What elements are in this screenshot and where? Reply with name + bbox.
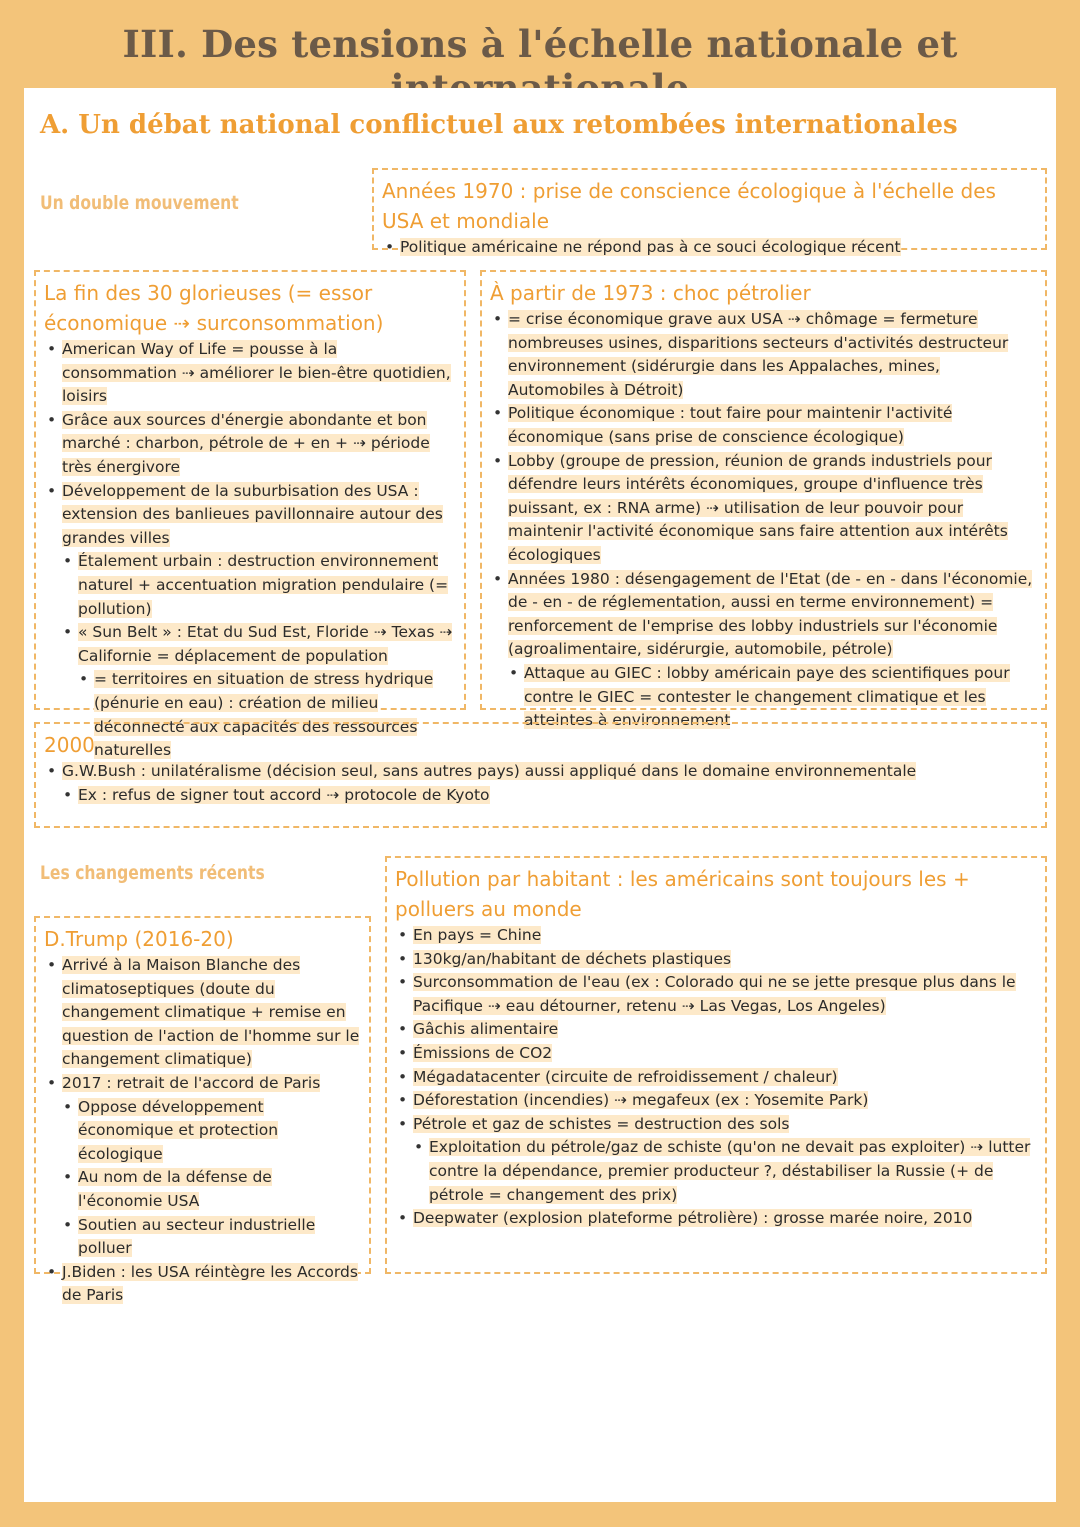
list-item: • Surconsommation de l'eau (ex : Colorado qui ne se jette presque plus dans le Pacifique ⇢ eau détourner, retenu ⇢ Las Vegas, Los Angeles) <box>413 971 1037 1018</box>
list-item: • American Way of Life = pousse à la consommation ⇢ améliorer le bien-être quotidien, loisirs <box>62 338 456 409</box>
section-a-title: A. Un débat national conflictuel aux retombées internationales <box>40 110 958 140</box>
list-item: • Développement de la suburbisation des USA : extension des banlieues pavillonnaire autour des grandes villes • Étalement urbain : destruction environnement naturel + accentuation migration pendulaire (= pollution) • « Sun Belt » : Etat du Sud Est, Floride ⇢ Texas ⇢ Californie = déplacement de population • = territoires en situation de stress hydrique (pénurie en eau) : création de milieu déconnecté aux capacités des ressources naturelles <box>62 480 456 763</box>
box-annees-1970 <box>372 168 1047 256</box>
box-2000 <box>34 722 1047 828</box>
label-changements-recents: Les changements récents <box>40 862 265 884</box>
list-item: • Gâchis alimentaire <box>413 1018 1037 1042</box>
list-item: • Lobby (groupe de pression, réunion de grands industriels pour défendre leurs intérêts économiques, groupe d'influence très puissant, ex : RNA arme) ⇢ utilisation de leur pouvoir pour maintenir l'activité économique sans faire attention aux intérêts écologiques <box>508 450 1037 568</box>
list-item: • 130kg/an/habitant de déchets plastiques <box>413 948 1037 972</box>
list-item: • Arrivé à la Maison Blanche des climatoseptiques (doute du changement climatique + remise en question de l'action de l'homme sur le changement climatique) <box>62 954 361 1072</box>
box-trump <box>34 916 371 1305</box>
list-item: • J.Biden : les USA réintègre les Accords de Paris <box>62 1261 361 1308</box>
notes-sheet <box>24 88 1056 1502</box>
box-1973-list <box>490 308 1037 733</box>
box-1973-title: À partir de 1973 : choc pétrolier <box>490 281 811 305</box>
box-trump-title: D.Trump (2016-20) <box>44 927 234 951</box>
page-title: III. Des tensions à l'échelle nationale et <box>122 22 958 66</box>
list-item: • = territoires en situation de stress hydrique (pénurie en eau) : création de milieu déconnecté aux capacités des ressources naturelles <box>94 668 456 762</box>
list-item: • Ex : refus de signer tout accord ⇢ protocole de Kyoto <box>78 784 1037 808</box>
list-item: • Déforestation (incendies) ⇢ megafeux (ex : Yosemite Park) <box>413 1089 1037 1113</box>
box-1970-title: Années 1970 : prise de conscience écologique à l'échelle des USA et mondiale <box>382 179 996 233</box>
list-item: • Mégadatacenter (circuite de refroidissement / chaleur) <box>413 1066 1037 1090</box>
list-item: • 2017 : retrait de l'accord de Paris • Oppose développement économique et protection écologique • Au nom de la défense de l'économie USA • Soutien au secteur industrielle polluer <box>62 1072 361 1261</box>
list-item: • Soutien au secteur industrielle polluer <box>78 1214 361 1261</box>
list-item: • Au nom de la défense de l'économie USA <box>78 1166 361 1213</box>
list-item: • Exploitation du pétrole/gaz de schiste (qu'on ne devait pas exploiter) ⇢ lutter contre la dépendance, premier producteur ?, déstabiliser la Russie (+ de pétrole = changement des prix) <box>429 1136 1037 1207</box>
list-item: • Pétrole et gaz de schistes = destruction des sols • Exploitation du pétrole/gaz de schiste (qu'on ne devait pas exploiter) ⇢ lutter contre la dépendance, premier producteur ?, déstabiliser la Russie (+ de pétrole = changement des prix) <box>413 1113 1037 1207</box>
list-item: • « Sun Belt » : Etat du Sud Est, Floride ⇢ Texas ⇢ Californie = déplacement de population • = territoires en situation de stress hydrique (pénurie en eau) : création de milieu déconnecté aux capacités des ressources naturelles <box>78 621 456 763</box>
list-item: • Deepwater (explosion plateforme pétrolière) : grosse marée noire, 2010 <box>413 1207 1037 1231</box>
box-30-list <box>44 338 456 763</box>
list-item: • Attaque au GIEC : lobby américain paye des scientifiques pour contre le GIEC = contester le changement climatique et les atteintes à environnement <box>524 662 1037 733</box>
box-trump-list <box>44 954 361 1308</box>
label-double-mouvement: Un double mouvement <box>40 192 239 214</box>
box-pollution <box>385 856 1047 1274</box>
box-2000-title: 2000 <box>44 733 95 757</box>
list-item: • Étalement urbain : destruction environnement naturel + accentuation migration pendulaire (= pollution) <box>78 550 456 621</box>
box-1970-list <box>382 236 1037 260</box>
box-2000-list <box>44 760 1037 807</box>
list-item: • Oppose développement économique et protection écologique <box>78 1096 361 1167</box>
list-item: • Années 1980 : désengagement de l'Etat (de - en - dans l'économie, de - en - de réglementation, aussi en terme environnement) = renforcement de l'emprise des lobby industriels sur l'économie (agroalimentaire, sidérurgie, automobile, pétrole) • Attaque au GIEC : lobby américain paye des scientifiques pour contre le GIEC = contester le changement climatique et les atteintes à environnement <box>508 568 1037 733</box>
list-item: • Politique économique : tout faire pour maintenir l'activité économique (sans prise de conscience écologique) <box>508 402 1037 449</box>
list-item: • Grâce aux sources d'énergie abondante et bon marché : charbon, pétrole de + en + ⇢ période très énergivore <box>62 409 456 480</box>
list-item: • En pays = Chine <box>413 924 1037 948</box>
list-item: • G.W.Bush : unilatéralisme (décision seul, sans autres pays) aussi appliqué dans le domaine environnementale • Ex : refus de signer tout accord ⇢ protocole de Kyoto <box>62 760 1037 807</box>
list-item: • Émissions de CO2 <box>413 1042 1037 1066</box>
box-pollution-title: Pollution par habitant : les américains sont toujours les + polluers au monde <box>395 867 970 921</box>
box-30-title: La fin des 30 glorieuses (= essor économique ⇢ surconsommation) <box>44 281 384 335</box>
box-pollution-list <box>395 924 1037 1231</box>
list-item: • = crise économique grave aux USA ⇢ chômage = fermeture nombreuses usines, disparitions secteurs d'activités destructeur environnement (sidérurgie dans les Appalaches, mines, Automobiles à Détroit) <box>508 308 1037 402</box>
box-choc-petrolier <box>480 270 1047 730</box>
list-item: • Politique américaine ne répond pas à ce souci écologique récent <box>400 236 1037 260</box>
